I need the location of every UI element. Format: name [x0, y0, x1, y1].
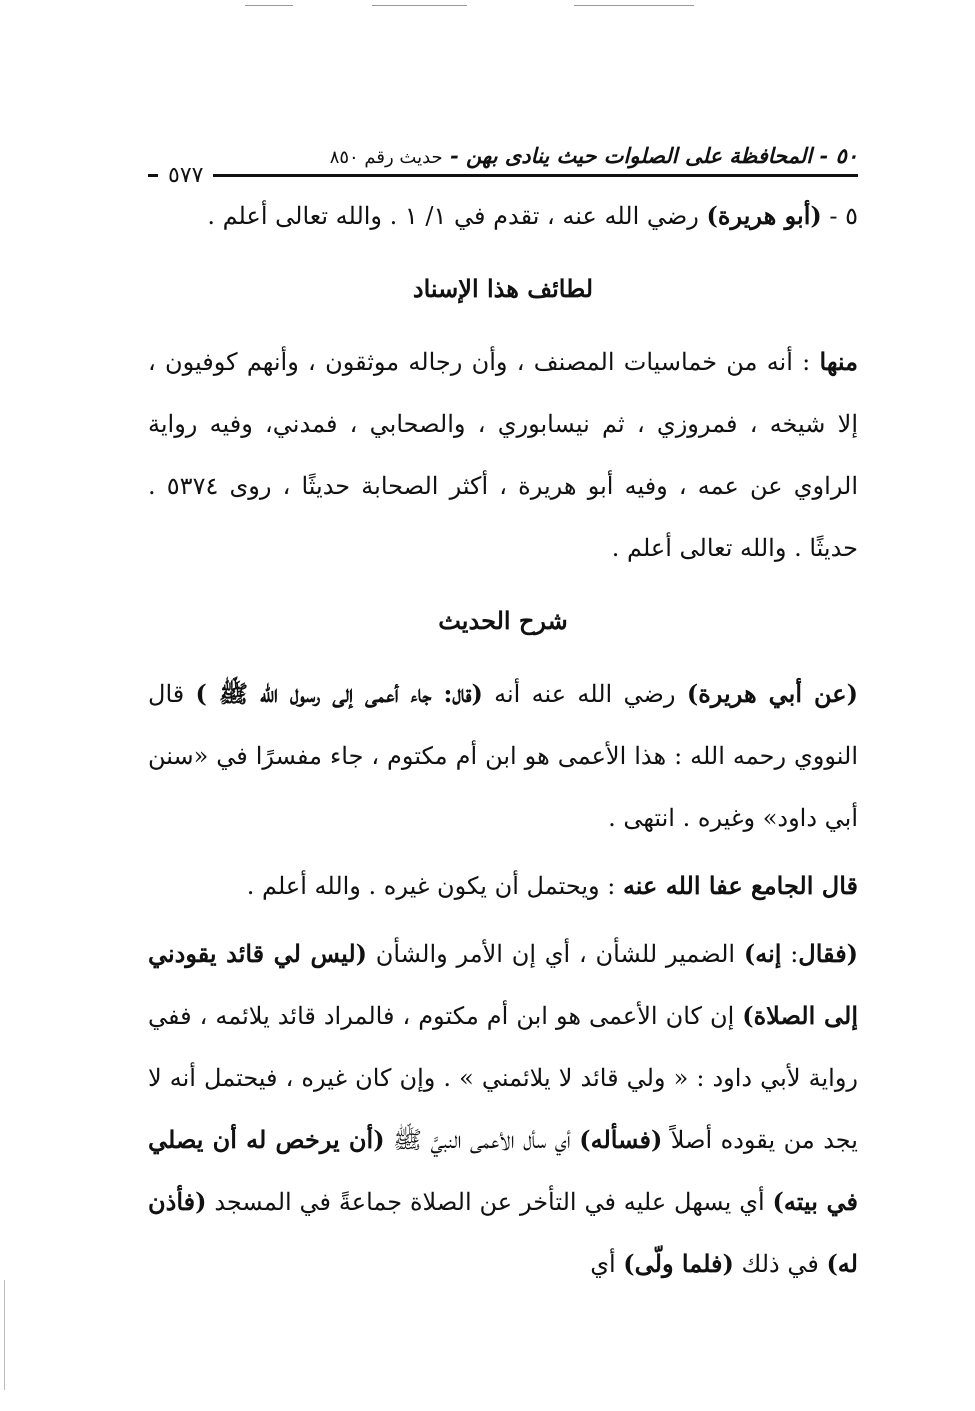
commentary-text: أي [590, 1250, 624, 1278]
commentary-text: قال النووي رحمه الله : هذا الأعمى هو ابن أم مكتوم ، جاء مفسرًا في «سنن أبي داود» وغيره . انتهى . [148, 680, 858, 832]
note-text: رضي الله عنه ، تقدم في ١/ ١ . والله تعالى أعلم . [207, 202, 707, 230]
quoted-text: (ليس لي قائد يقودني إلى الصلاة) [148, 939, 858, 1030]
commentary-text: أي يسهل عليه في التأخر عن الصلاة جماعةً في المسجد [206, 1188, 773, 1216]
commentary-text: أي سأل الأعمى النبيَّ ﷺ [384, 1126, 580, 1154]
top-scan-marks [0, 0, 975, 12]
book-page [148, 130, 858, 1295]
scan-edge-line [4, 1280, 5, 1390]
page-number: ٥٧٧ [158, 163, 213, 188]
running-head [330, 143, 858, 174]
chapter-title: ٥٠ - المحافظة على الصلوات حيث ينادى بهن - [450, 143, 858, 168]
page-body [148, 185, 858, 1295]
quoted-text: إنه) [743, 939, 782, 968]
quoted-text: (فلما ولّى) [623, 1249, 734, 1278]
narrator-note [148, 185, 858, 247]
quoted-text: (فسأله) [579, 1125, 663, 1154]
commentary-text: إن كان الأعمى هو ابن أم مكتوم ، فالمراد قائد يلائمه ، ففي رواية لأبي داود : « ولي قائد لا يلائمني » . وإن كان غيره ، فيحتمل أنه لا يجد من يقوده أصلاً [148, 1002, 858, 1154]
quoted-text: (عن أبي هريرة) [686, 679, 858, 708]
sharh-paragraph-2 [148, 855, 858, 917]
section-heading-lataif: لطائف هذا الإسناد [412, 274, 594, 303]
compiler-remark-lead: قال الجامع عفا الله عنه [622, 871, 858, 900]
narrator-name: (أبو هريرة) [706, 201, 822, 230]
commentary-text: : ويحتمل أن يكون غيره . والله أعلم . [246, 872, 623, 900]
quoted-text: (أن يرخص له أن يصلي في بيته) [148, 1125, 859, 1216]
quoted-text: (فأذن له) [148, 1187, 858, 1278]
section-heading-sharh: شرح الحديث [438, 606, 568, 635]
hadith-number: حديث رقم ٨٥٠ [329, 147, 443, 168]
commentary-text: رضي الله عنه أنه [482, 680, 687, 708]
lataif-lead: منها [819, 347, 858, 376]
lataif-paragraph [148, 331, 858, 579]
commentary-text: في ذلك [733, 1250, 827, 1278]
lataif-text: : أنه من خماسيات المصنف ، وأن رجاله موثقون ، وأنهم كوفيون ، إلا شيخه ، فمروزي ، ثم نيسابوري ، والصحابي ، فمدني، وفيه رواية الراوي عن عمه ، وفيه أبو هريرة ، أكثر الصحابة حديثًا ، روى ٥٣٧٤ . حديثًا . والله تعالى أعلم . [148, 348, 859, 562]
sharh-paragraph-1 [148, 663, 858, 849]
quoted-text: (قال: جاء أعمى إلى رسول الله ﷺ ) [195, 679, 483, 708]
page-header [148, 130, 858, 188]
quoted-text: (فقال [798, 939, 859, 968]
commentary-text: الضمير للشأن ، أي إن الأمر والشأن [367, 940, 744, 968]
commentary-text: : [781, 940, 799, 968]
sharh-paragraph-3 [148, 923, 858, 1295]
note-number: ٥ - [821, 202, 858, 230]
